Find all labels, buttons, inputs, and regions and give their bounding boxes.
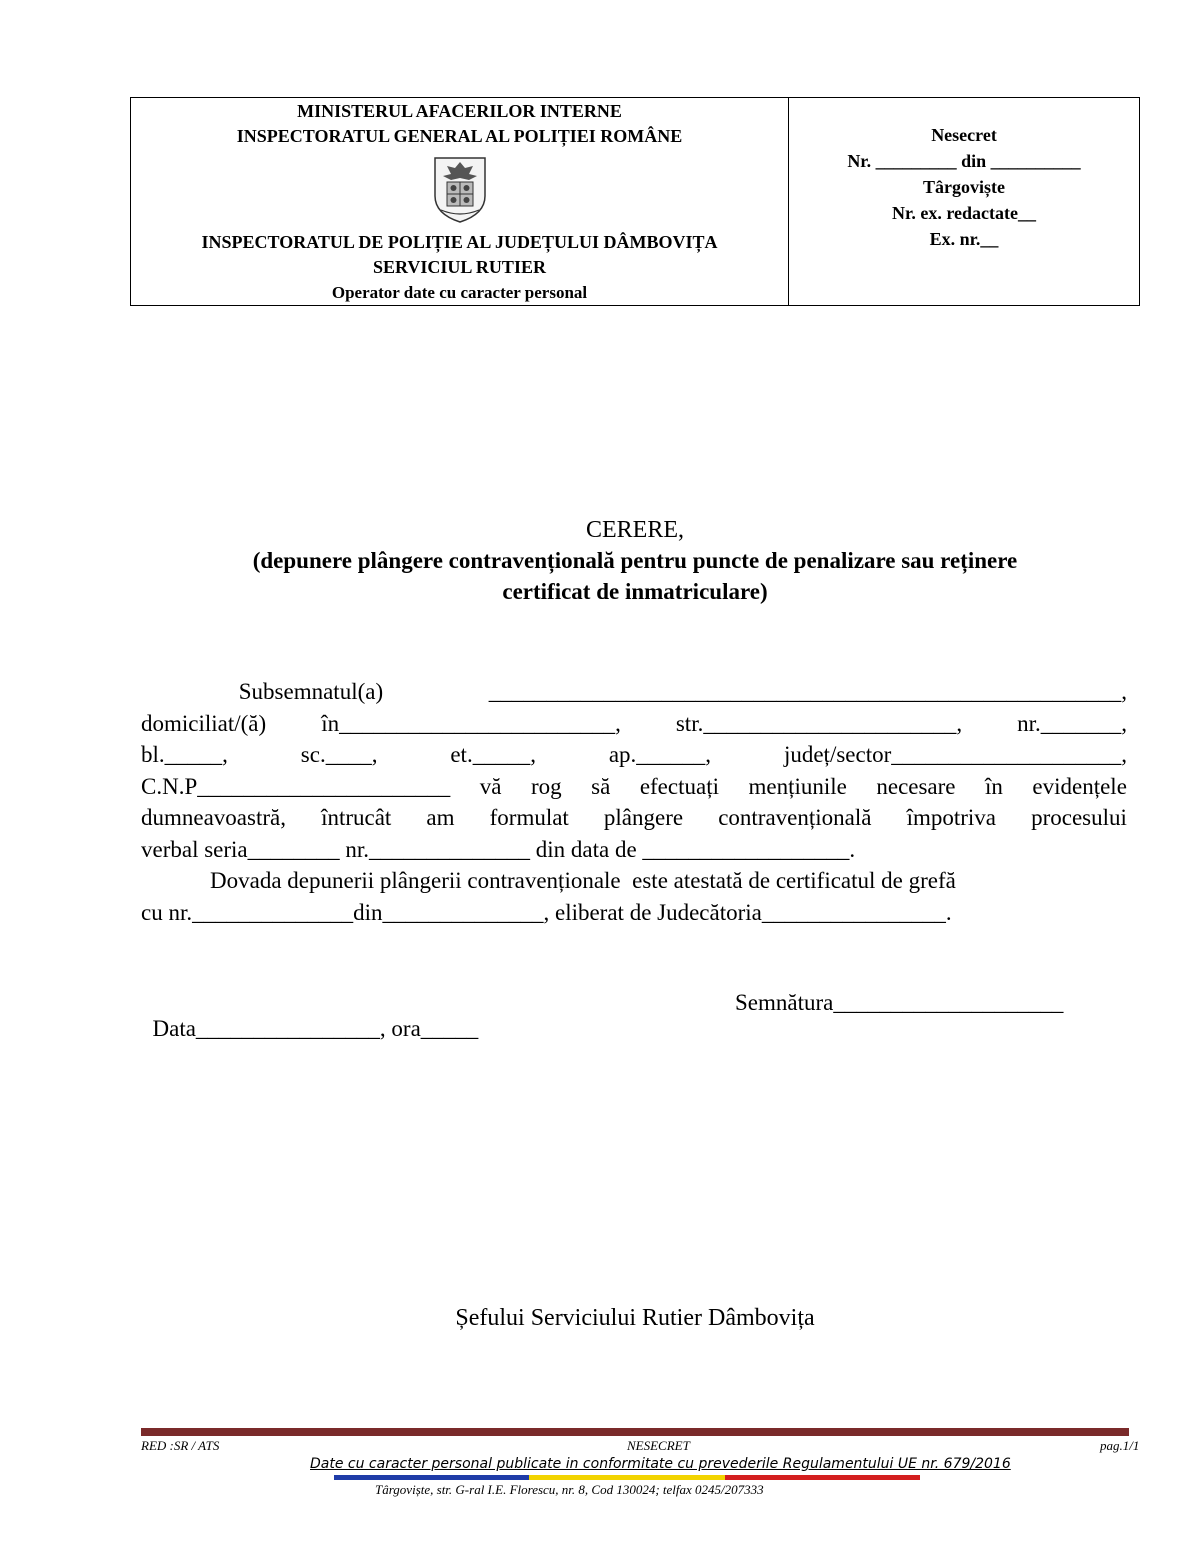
name-field: _______________________________________________________, [488, 679, 1127, 704]
apartment-field: ap.______, [608, 742, 712, 767]
domicile-label: domiciliat/(ă) [141, 710, 267, 736]
flag-blue-stripe [334, 1475, 529, 1480]
body-line-3 [141, 739, 1127, 771]
body-word: mențiunile [748, 773, 847, 799]
document-subtitle-line2: certificat de inmatriculare) [502, 579, 768, 604]
flag-tricolor-bar [334, 1475, 920, 1480]
flag-red-stripe [725, 1475, 920, 1480]
undersigned-label: Subsemnatul(a) [141, 679, 384, 704]
body-line-7: Dovada depunerii plângerii contravenționale este atestată de certificatul de grefă [141, 868, 956, 893]
body-line-2 [141, 708, 1127, 740]
body-word: evidențele [1032, 773, 1127, 799]
cnp-field: C.N.P______________________ [141, 773, 451, 799]
body-line-6: verbal seria________ nr.______________ din data de __________________. [141, 836, 856, 862]
ministry-name: MINISTERUL AFACERILOR INTERNE [297, 101, 622, 121]
signature-row [141, 990, 1127, 1068]
header-left-cell [131, 98, 789, 305]
footer-page-number: pag.1/1 [1100, 1438, 1140, 1453]
document-subtitle-line1: (depunere plângere contravențională pentru puncte de penalizare sau reținere [252, 548, 1018, 573]
body-word: procesului [1031, 805, 1127, 830]
date-time-field: Data________________, ora_____ [152, 1016, 479, 1041]
county-inspectorate-name: INSPECTORATUL DE POLIȚIE AL JUDEȚULUI DÂMBOVIȚA [201, 232, 718, 252]
footer-gdpr-note: Date cu caracter personal publicate in conformitate cu prevederile Regulamentului UE nr. 679/2016 [310, 1456, 1011, 1472]
service-name: SERVICIUL RUTIER [373, 257, 546, 277]
registration-number-line: Nr. _________ din __________ [847, 151, 1081, 171]
street-field: str.______________________, [675, 710, 963, 736]
footer-reference: RED :SR / ATS [141, 1438, 220, 1453]
body-word: am [426, 805, 455, 830]
classification-label: Nesecret [931, 125, 997, 145]
footer-classification: NESECRET [627, 1438, 690, 1453]
body-line-5 [141, 802, 1127, 834]
body-word: întrucât [321, 805, 392, 830]
copy-number-line: Ex. nr.__ [929, 229, 999, 249]
body-line-8: cu nr.______________din______________, eliberat de Judecătoria________________. [141, 899, 952, 925]
body-word: efectuați [639, 773, 719, 799]
request-body [141, 676, 1127, 928]
flag-yellow-stripe [529, 1475, 724, 1480]
body-line-4 [141, 771, 1127, 803]
body-word: formulat [489, 805, 569, 830]
romanian-coat-of-arms-icon [429, 152, 491, 224]
body-word: contravențională [718, 805, 872, 830]
staircase-field: sc.____, [300, 742, 378, 767]
document-title: CERERE, [585, 517, 684, 543]
footer-divider [141, 1428, 1129, 1436]
body-word: să [591, 773, 611, 799]
body-word: împotriva [906, 805, 996, 830]
header-right-cell [789, 98, 1139, 305]
body-word: dumneavoastră, [141, 805, 286, 830]
body-word: rog [530, 773, 562, 799]
body-line-1 [141, 676, 1127, 708]
city-label: Târgoviște [923, 177, 1005, 197]
body-word: necesare [876, 773, 956, 799]
body-word: în [985, 773, 1003, 799]
body-word: plângere [603, 805, 684, 830]
locality-field: în________________________, [321, 710, 621, 736]
number-field: nr._______, [1017, 710, 1127, 736]
header-table [130, 97, 1140, 306]
floor-field: et._____, [450, 742, 536, 767]
block-field: bl._____, [141, 742, 228, 767]
footer-address: Târgoviște, str. G-ral I.E. Florescu, nr. 8, Cod 130024; telfax 0245/207333 [375, 1482, 764, 1497]
county-sector-field: județ/sector____________________, [783, 742, 1127, 767]
general-inspectorate-name: INSPECTORATUL GENERAL AL POLIȚIEI ROMÂNE [236, 126, 683, 146]
signature-field: Semnătura____________________ [735, 990, 1064, 1015]
operator-note: Operator date cu caracter personal [331, 283, 588, 302]
body-word: vă [479, 773, 502, 799]
title-block [140, 515, 1130, 607]
copies-count-line: Nr. ex. redactate__ [892, 203, 1036, 223]
addressee: Șefului Serviciului Rutier Dâmbovița [455, 1305, 815, 1331]
